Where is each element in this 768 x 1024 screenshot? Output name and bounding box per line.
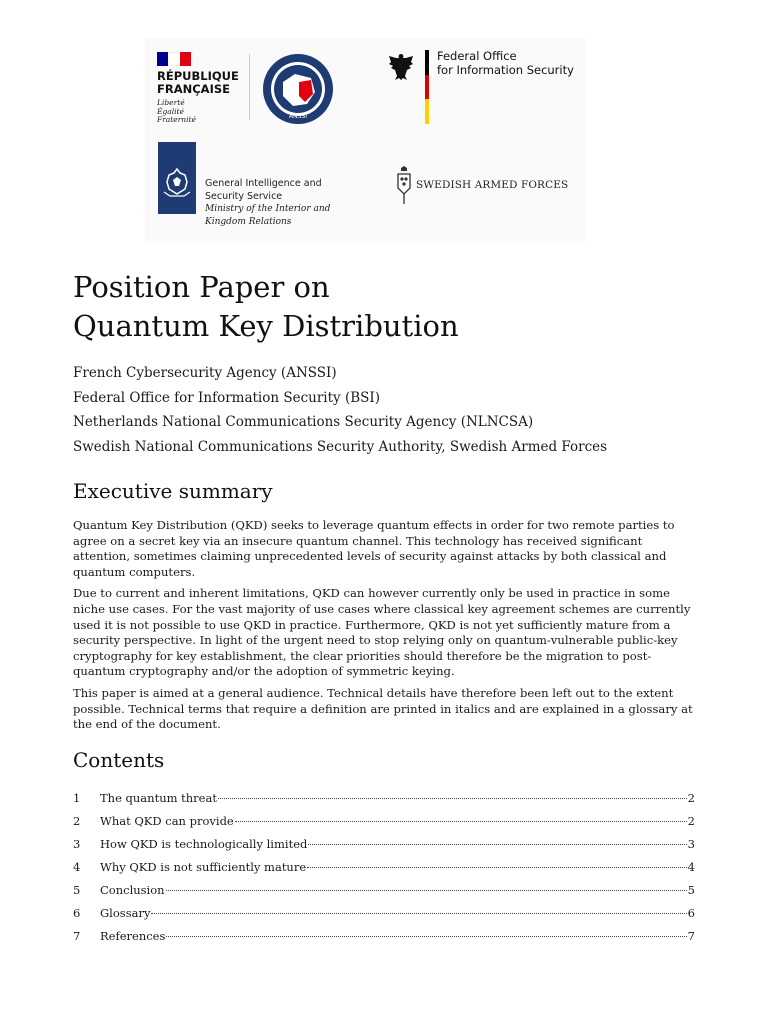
german-flag-bar: [425, 50, 429, 124]
rf-name-line-2: FRANÇAISE: [157, 82, 230, 96]
netherlands-aivd-logo: [158, 142, 398, 237]
toc-entry[interactable]: [73, 788, 695, 811]
toc-leader-dots: [151, 913, 686, 914]
toc-entry[interactable]: [73, 834, 695, 857]
summary-paragraph: This paper is aimed at a general audience. Technical details have therefore been left out to the extent possible. Technical terms that require a definition are printed in italics and are explained in a glossary at the end of the document.: [73, 685, 693, 732]
toc-label[interactable]: Glossary: [100, 906, 151, 920]
netherlands-crest-block: [158, 142, 196, 214]
toc-page-number: 4: [687, 860, 695, 874]
page-title: [73, 268, 459, 346]
toc-number: 5: [73, 883, 81, 897]
aivd-name-line-1: General Intelligence and: [205, 178, 322, 189]
toc-page-number: 2: [687, 791, 695, 805]
rf-name-line-1: RÉPUBLIQUE: [157, 69, 239, 83]
table-of-contents: [73, 788, 695, 949]
eagle-icon: [387, 52, 415, 82]
toc-leader-dots: [307, 867, 687, 868]
toc-number: 6: [73, 906, 81, 920]
toc-number: 4: [73, 860, 81, 874]
toc-page-number: 3: [687, 837, 695, 851]
toc-leader-dots: [308, 844, 686, 845]
title-line-2: Quantum Key Distribution: [73, 309, 459, 343]
republique-francaise-logo: [157, 52, 267, 132]
toc-page-number: 5: [687, 883, 695, 897]
toc-entry[interactable]: [73, 903, 695, 926]
author-item: Swedish National Communications Security Authority, Swedish Armed Forces: [73, 438, 608, 455]
toc-label[interactable]: What QKD can provide: [100, 814, 234, 828]
toc-leader-dots: [218, 798, 687, 799]
toc-leader-dots: [166, 890, 687, 891]
executive-summary-body: [73, 518, 695, 739]
logo-banner: [145, 38, 585, 243]
lion-crest-icon: [158, 142, 196, 214]
logo-divider: [249, 54, 250, 120]
rf-motto-line-2: Égalité: [157, 106, 184, 116]
title-line-1: Position Paper on: [73, 270, 330, 304]
toc-page-number: 2: [687, 814, 695, 828]
author-list: [73, 361, 607, 459]
bsi-name-line-2: for Information Security: [437, 63, 574, 77]
swedish-armed-forces-name: SWEDISH ARMED FORCES: [416, 179, 569, 191]
toc-leader-dots: [166, 936, 686, 937]
three-crowns-crest-icon: [395, 166, 413, 206]
anssi-seal-text: ANSSI: [289, 113, 307, 120]
toc-label[interactable]: Why QKD is not sufficiently mature: [100, 860, 307, 874]
rf-motto-line-1: Liberté: [157, 98, 185, 107]
aivd-ministry-line-1: Ministry of the Interior and: [205, 204, 331, 214]
author-item: Netherlands National Communications Security Agency (NLNCSA): [73, 414, 534, 430]
executive-summary-heading: Executive summary: [73, 479, 273, 503]
toc-entry[interactable]: [73, 857, 695, 880]
toc-page-number: 7: [687, 929, 695, 943]
summary-paragraph: Due to current and inherent limitations, QKD can however currently only be used in practice in some niche use cases. For the vast majority of use cases where classical key agreement schemes are currently used it is not possible to use QKD in practice. Furthermore, QKD is not yet sufficiently mature from a security perspective. In light of the urgent need to stop relying only on quantum-vulnerable public-key cryptography for key establishment, the clear priorities should therefore be the migration to post-quantum cryptography and/or the adoption of symmetric keying.: [73, 586, 691, 679]
swedish-armed-forces-logo: [395, 166, 585, 208]
summary-paragraph: Quantum Key Distribution (QKD) seeks to leverage quantum effects in order for two remote parties to agree on a secret key via an insecure quantum channel. This technology has received significant attention, sometimes claiming unprecedented levels of security against attacks by both classical and quantum computers.: [73, 518, 675, 579]
toc-page-number: 6: [687, 906, 695, 920]
toc-number: 7: [73, 929, 81, 943]
toc-entry[interactable]: [73, 926, 695, 949]
aivd-ministry-line-2: Kingdom Relations: [205, 216, 292, 227]
anssi-seal-icon: [261, 52, 335, 126]
anssi-seal-logo: [261, 52, 335, 126]
toc-number: 2: [73, 814, 81, 828]
author-item: Federal Office for Information Security (BSI): [73, 389, 380, 406]
contents-heading: Contents: [73, 748, 165, 772]
toc-label[interactable]: Conclusion: [100, 883, 165, 897]
toc-number: 1: [73, 791, 81, 805]
toc-number: 3: [73, 837, 81, 851]
toc-entry[interactable]: [73, 811, 695, 834]
toc-label[interactable]: References: [100, 929, 166, 943]
bsi-logo: [387, 46, 577, 126]
rf-motto-line-3: Fraternité: [157, 115, 196, 124]
toc-label[interactable]: How QKD is technologically limited: [100, 837, 308, 851]
french-flag-icon: [157, 52, 191, 66]
toc-leader-dots: [235, 821, 687, 822]
author-item: French Cybersecurity Agency (ANSSI): [73, 365, 337, 381]
aivd-name-line-2: Security Service: [205, 190, 283, 202]
toc-label[interactable]: The quantum threat: [100, 791, 217, 805]
toc-entry[interactable]: [73, 880, 695, 903]
bsi-name-line-1: Federal Office: [437, 49, 517, 63]
